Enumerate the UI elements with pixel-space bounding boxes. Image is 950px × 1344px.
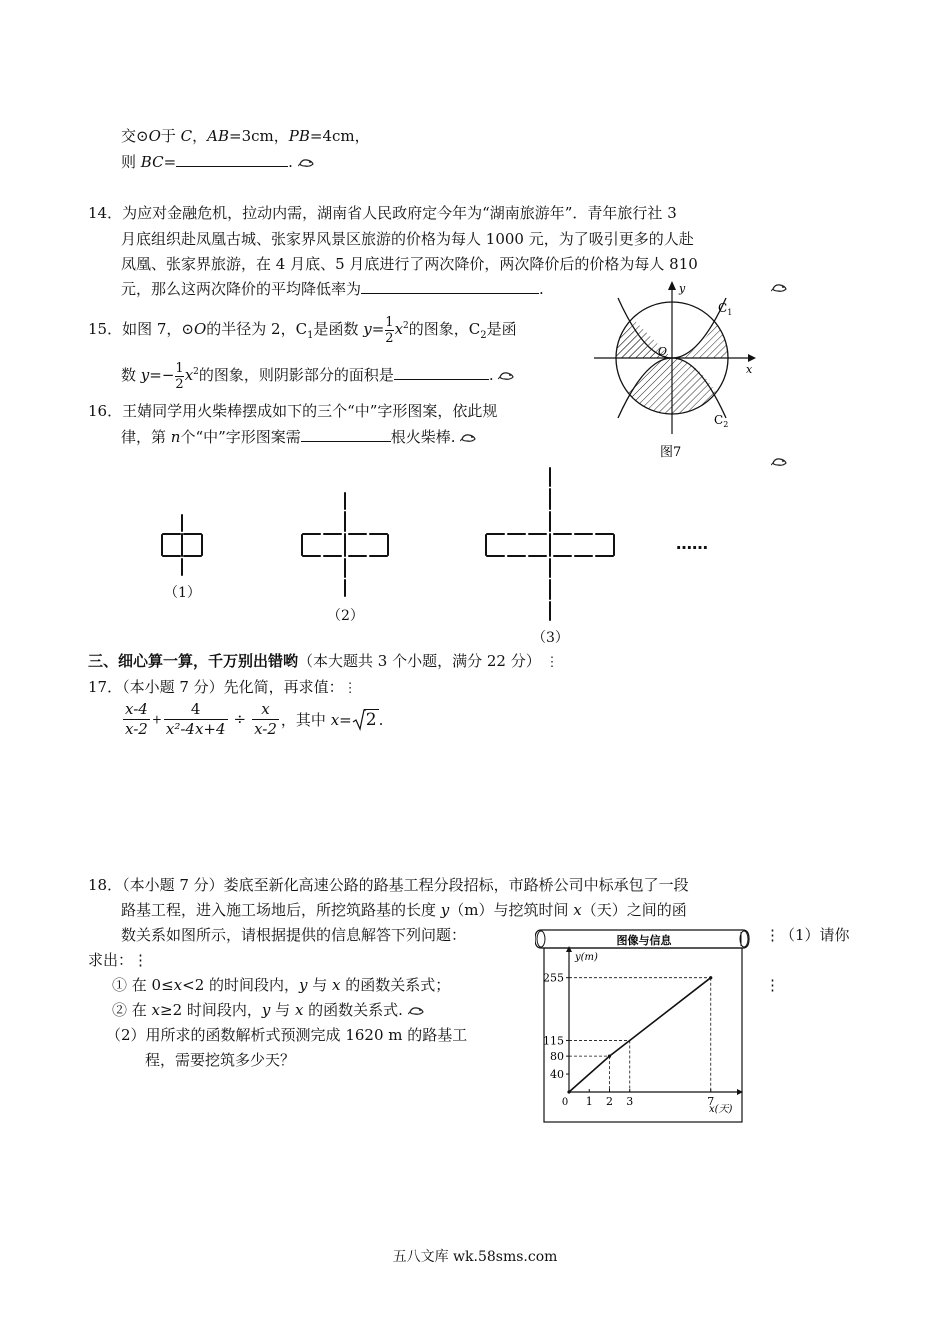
- chart-x-label: x(天): [709, 1104, 733, 1115]
- y-tick-label-40: 40: [550, 1068, 564, 1082]
- x-tick-label-3: 3: [626, 1095, 634, 1108]
- p13-line1: 交⊙O于 C，AB=3cm，PB=4cm，: [121, 127, 370, 145]
- p17-expression: $\frac{x-4}{x-2}$ + $\frac{4}{\text{x²-4x+4}}$ ÷ $\frac{x}{x-2}$ ，其中 x= 2 .: [125, 700, 384, 738]
- p18-line2: 路基工程，进入施工场地后，所挖筑路基的长度 y（m）与挖筑时间 x（天）之间的函: [121, 901, 687, 919]
- mouse-icon: [408, 1005, 426, 1017]
- mouse-icon: [771, 282, 789, 294]
- y-arrow-icon: [668, 281, 676, 290]
- p15-line2: 数 y=− $\frac{1}{2}$ $x^2$的图象，则阴影部分的面积是 .: [121, 354, 516, 394]
- series-line: [569, 978, 711, 1092]
- answer-blank[interactable]: [361, 279, 539, 294]
- matchstick-figures: [150, 460, 650, 655]
- p14-line2: 月底组织赴凤凰古城、张家界风景区旅游的价格为每人 1000 元，为了吸引更多的人赴: [121, 230, 694, 248]
- fraction-1: $\frac{x-4}{x-2}$: [125, 700, 148, 738]
- ellipsis: ……: [676, 534, 708, 553]
- p18-line3-tail: ⋮（1）请你: [765, 926, 850, 944]
- chart-y-label: y(m): [575, 952, 598, 963]
- p18-q3-line2: 程，需要挖筑多少天？: [145, 1051, 296, 1069]
- origin-label: O: [658, 345, 668, 358]
- mouse-icon: [498, 370, 516, 382]
- x-arrow-icon: [748, 354, 756, 362]
- chart-banner: [535, 930, 749, 948]
- fraction-half: $\frac{1}{2}$: [385, 314, 394, 346]
- series-point-1: [608, 1055, 611, 1058]
- y-tick-label-255: 255: [543, 971, 564, 985]
- x-tick-label-1: 1: [585, 1095, 593, 1108]
- x-label: x: [746, 363, 753, 376]
- p16-line2: 律，第 n个“中”字形图案需 根火柴棒.: [121, 427, 478, 447]
- x-tick-label-2: 2: [606, 1095, 613, 1108]
- section-3-heading: 三、细心算一算，千万别出错哟（本大题共 3 个小题，满分 22 分） ⋮: [88, 652, 559, 670]
- pattern-1: [162, 515, 202, 575]
- figure-caption: 图7: [660, 445, 682, 460]
- answer-blank[interactable]: [394, 365, 489, 380]
- c2-label: $C_2$: [714, 413, 729, 429]
- series-point-0: [567, 1090, 570, 1093]
- pattern-1-label: （1）: [164, 585, 201, 601]
- p18-q2: ② 在 x≥2 时间段内，y 与 x 的函数关系式.: [112, 1000, 426, 1020]
- p14-line1: 14．为应对金融危机，拉动内需，湖南省人民政府定今年为“湖南旅游年”．青年旅行社 3: [88, 204, 677, 222]
- p17-line1: 17．（本小题 7 分）先化简，再求值：⋮: [88, 678, 357, 696]
- p18-side-mark: ⋮: [765, 976, 780, 994]
- p14-line3: 凤凰、张家界旅游，在 4 月底、5 月底进行了两次降价，两次降价后的价格为每人 810: [121, 255, 698, 273]
- p18-line1: 18．（本小题 7 分）娄底至新化高速公路的路基工程分段招标，市路桥公司中标承包了一段: [88, 876, 689, 894]
- p18-q3-line1: （2）用所求的函数解析式预测完成 1620 m 的路基工: [106, 1026, 468, 1044]
- y-label: y: [679, 282, 686, 295]
- y-tick-label-115: 115: [543, 1034, 564, 1048]
- p18-line3: 数关系如图所示，请根据提供的信息解答下列问题：: [121, 926, 467, 944]
- chart-title: 图像与信息: [616, 934, 672, 947]
- p15-line1: 15．如图 7，⊙O的半径为 2，$C_1$是函数 y= $\frac{1}{2}$ $x^2$的图象，$C_2$是函: [88, 314, 517, 346]
- figure-7: [588, 278, 758, 463]
- y-tick-label-80: 80: [550, 1050, 564, 1064]
- footer-watermark: 五八文库 wk.58sms.com: [392, 1249, 558, 1265]
- mouse-icon: [460, 432, 478, 444]
- pattern-2: [302, 493, 388, 596]
- radical-icon: [352, 709, 366, 731]
- pattern-3-label: （3）: [532, 630, 569, 646]
- c1-label: $C_1$: [718, 301, 733, 317]
- progress-chart: [535, 926, 753, 1124]
- answer-blank[interactable]: [301, 427, 391, 442]
- fraction-3: $\frac{x}{x-2}$: [254, 700, 277, 738]
- mouse-icon: [771, 456, 789, 468]
- p18-line4: 求出：⋮: [88, 951, 149, 969]
- mouse-icon: [298, 157, 316, 169]
- sqrt-two: 2: [352, 710, 379, 730]
- p16-line1: 16．王婧同学用火柴棒摆成如下的三个“中”字形图案，依此规: [88, 402, 498, 420]
- fraction-half: $\frac{1}{2}$: [175, 360, 184, 392]
- pattern-2-label: （2）: [327, 608, 364, 624]
- p18-q1: ① 在 0≤x<2 的时间段内，y 与 x 的函数关系式；: [112, 976, 451, 994]
- x-tick-label-7: 7: [707, 1095, 715, 1108]
- fraction-2: $\frac{4}{\text{x²-4x+4}}$: [165, 700, 226, 738]
- p13-line2: 则 BC= .: [121, 152, 316, 172]
- answer-blank[interactable]: [176, 152, 288, 167]
- p14-line4: 元，那么这两次降价的平均降低率为 .: [121, 280, 544, 298]
- series-point-2: [709, 976, 712, 979]
- pattern-3: [486, 468, 614, 620]
- chart-origin-label: 0: [561, 1097, 569, 1108]
